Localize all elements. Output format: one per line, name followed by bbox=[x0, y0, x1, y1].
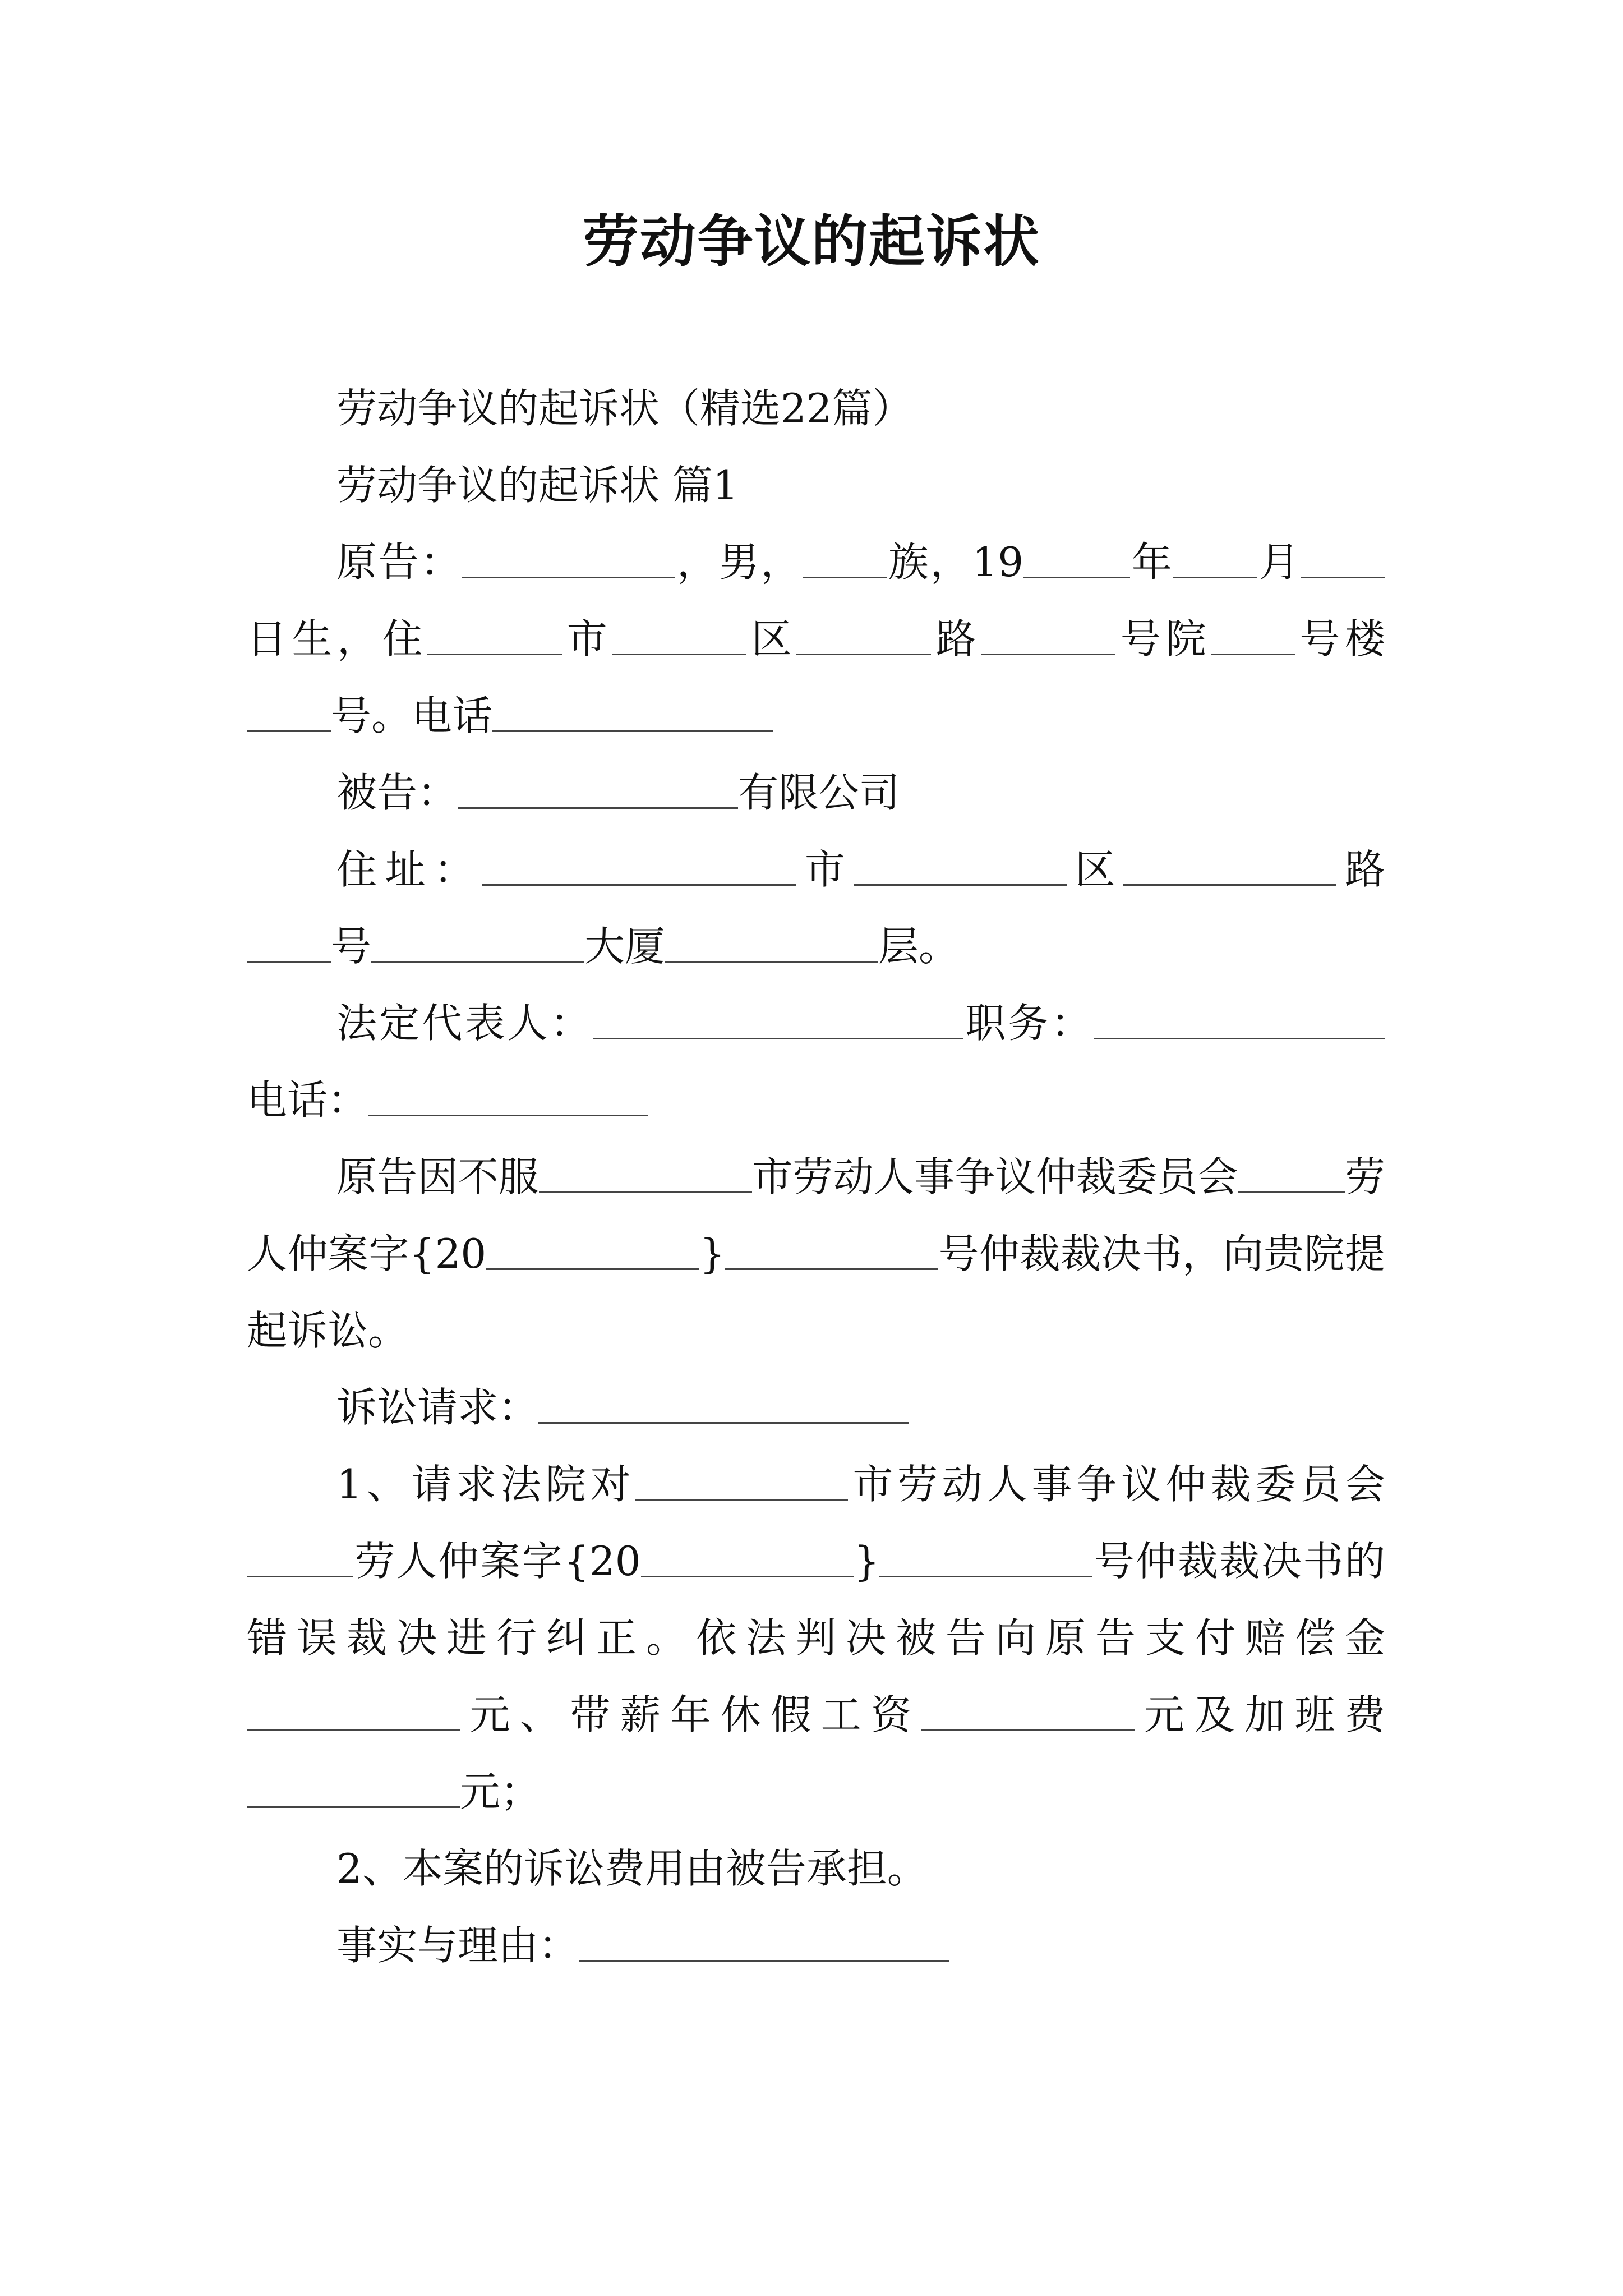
appeal-year-blank bbox=[486, 1234, 699, 1270]
address-road-blank bbox=[1123, 849, 1336, 886]
leave-wage-blank bbox=[921, 1695, 1135, 1731]
address-district-blank bbox=[854, 849, 1067, 886]
appeal-prefix-blank bbox=[1238, 1157, 1345, 1193]
plaintiff-name-blank bbox=[462, 542, 675, 578]
overtime-blank bbox=[247, 1772, 460, 1808]
plaintiff-phone-blank bbox=[492, 696, 773, 732]
building-blank bbox=[1211, 619, 1295, 655]
position-blank bbox=[1094, 1003, 1385, 1039]
city-blank bbox=[427, 619, 562, 655]
address-paragraph: 住址： 市 区 路号 大厦 层。 bbox=[247, 831, 1385, 985]
claim-year-blank bbox=[641, 1541, 854, 1577]
subtitle: 劳动争议的起诉状（精选22篇） bbox=[336, 385, 913, 432]
claims-label-paragraph bbox=[247, 1369, 1385, 1446]
birth-day-blank bbox=[1301, 542, 1385, 578]
claim-1-paragraph: 1、请求法院对 市劳动人事争议仲裁委员会劳人仲案字{20 } 号仲裁裁决书的错误裁决进行纠正。依法判决被告向原告支付赔偿金元、带薪年休假工资 元及加班费元； bbox=[247, 1461, 1385, 1815]
ethnicity-blank bbox=[803, 542, 887, 578]
claim-number-blank bbox=[879, 1541, 1092, 1577]
facts-label: 事实与理由： bbox=[336, 1922, 579, 1969]
claim-2-paragraph: 2、本案的诉讼费用由被告承担。 bbox=[336, 1845, 928, 1892]
address-number-blank bbox=[247, 926, 331, 963]
appeal-paragraph: 原告因不服 市劳动人事争议仲裁委员会 劳人仲案字{20 } 号仲裁裁决书，向贵院提起诉讼。 bbox=[247, 1153, 1385, 1354]
birth-year-blank bbox=[1023, 542, 1130, 578]
plaintiff-label: 原告： bbox=[336, 539, 463, 586]
representative-phone-blank bbox=[368, 1080, 648, 1116]
birth-month-blank bbox=[1173, 542, 1257, 578]
claims-blank bbox=[538, 1387, 909, 1424]
facts-blank bbox=[579, 1925, 949, 1962]
representative-label: 法定代表人： bbox=[336, 1000, 593, 1047]
address-building-blank bbox=[371, 926, 584, 963]
yard-blank bbox=[981, 619, 1115, 655]
road-blank bbox=[796, 619, 931, 655]
address-floor-blank bbox=[665, 926, 878, 963]
defendant-name-blank bbox=[458, 772, 738, 809]
appeal-city-blank bbox=[539, 1157, 752, 1193]
appeal-number-blank bbox=[725, 1234, 938, 1270]
claim-city-blank bbox=[635, 1464, 848, 1501]
address-label: 住址： bbox=[336, 846, 483, 893]
representative-name-blank bbox=[593, 1003, 963, 1039]
representative-paragraph: 法定代表人： 职务：电话： bbox=[247, 985, 1385, 1139]
facts-paragraph bbox=[247, 1907, 1385, 1984]
address-city-blank bbox=[482, 849, 796, 886]
defendant-label: 被告： bbox=[336, 769, 458, 816]
document-body bbox=[247, 370, 1385, 1984]
claims-label: 诉讼请求： bbox=[336, 1384, 539, 1431]
plaintiff-paragraph: 原告： ，男， 族，19 年 月日生，住 市 区 路 号院 号楼号。电话 bbox=[247, 539, 1385, 739]
claim-prefix-blank bbox=[247, 1541, 353, 1577]
defendant-paragraph: 被告： 有限公司 bbox=[336, 769, 900, 816]
section-heading: 劳动争议的起诉状 篇1 bbox=[336, 462, 739, 509]
compensation-blank bbox=[247, 1695, 460, 1731]
district-blank bbox=[612, 619, 746, 655]
unit-blank bbox=[247, 696, 331, 732]
document-title: 劳动争议的起诉状 bbox=[583, 208, 1040, 274]
